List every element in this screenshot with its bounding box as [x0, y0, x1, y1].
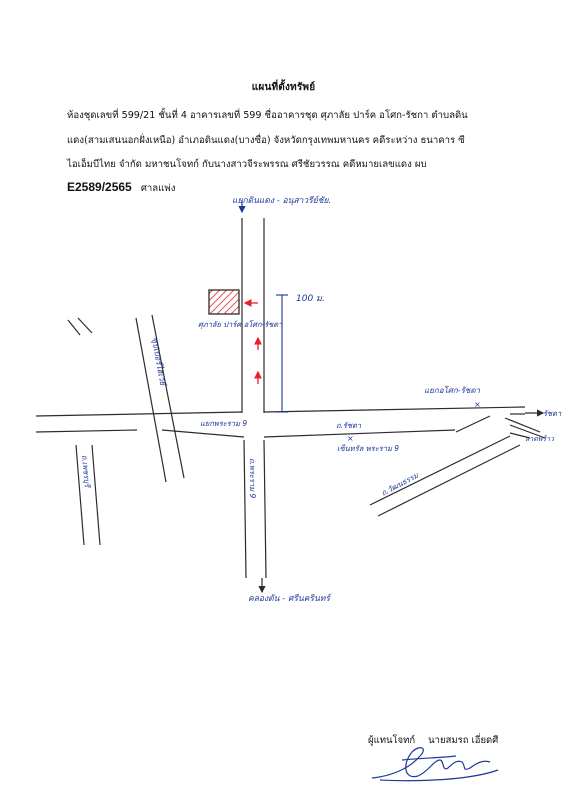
rachada-road-label: ถ.รัชดา — [336, 421, 362, 430]
ramp-edge-1 — [456, 416, 490, 432]
central-landmark-mark: × — [347, 434, 354, 443]
main-road-lower-right-edge — [264, 440, 266, 578]
court-name: ศาลแพ่ง — [140, 183, 176, 194]
to-lat-phrao-label: ลาดพร้าว — [525, 435, 555, 443]
left-stub-a — [68, 320, 80, 335]
central-rama9-label: เซ็นทรัล พระราม 9 — [337, 444, 400, 453]
left-vertical-right-edge — [92, 445, 100, 545]
main-road-h-bottom-left-a — [36, 430, 137, 432]
building-label: ศุภาลัย ปาร์ค อโศก-รัชดา — [198, 320, 283, 329]
main-road-lower-left-edge — [244, 440, 246, 578]
distance-label: 100 ม. — [296, 294, 325, 304]
junction-landmark-mark: × — [474, 400, 481, 409]
roads — [36, 218, 545, 578]
signature-block — [368, 733, 498, 748]
property-marker — [209, 290, 239, 314]
signature-scribble — [372, 748, 498, 781]
diag-right-label: ถ.วัฒนธรรม — [379, 470, 420, 498]
super-highway-label: ซุปเปอร์ไฮเวย์ — [150, 336, 168, 386]
main-road-h-top-right — [264, 407, 525, 412]
top-road-label: แยกดินแดง - อนุสาวรีย์ชัย. — [232, 196, 332, 206]
right-junction-label: แยกอโศก-รัชดา — [424, 386, 481, 395]
signature-label: ผู้แทนโจทก์ — [368, 735, 416, 746]
rama9-junction-label: แยกพระราม 9 — [200, 419, 248, 428]
description-line-2: แดง(สามเสนนอกฝั่งเหนือ) อำเภอดินแดง(บางซื่อ) จังหวัดกรุงเทพมหานคร คดีระหว่าง ธนาคาร ซี — [67, 135, 465, 146]
case-number: E2589/2565 — [67, 180, 132, 194]
rama9-vertical-label: ถ.พระราม 9 — [248, 458, 257, 499]
left-stub-b — [78, 318, 92, 333]
page-title: แผนที่ตั้งทรัพย์ — [251, 82, 316, 93]
description-line-1: ห้องชุดเลขที่ 599/21 ชั้นที่ 4 อาคารเลขที่ 599 ชื่ออาคารชุด ศุภาลัย ปาร์ค อโศก-รัชกา ตำบลดิน — [67, 110, 468, 121]
to-rachada-label: รัชดา — [543, 409, 562, 418]
main-road-h-bottom-right — [264, 430, 455, 437]
signature-name: นายสมรถ เอี่ยดศี — [428, 735, 499, 746]
description-line-3: ไอเอ็มบีไทย จำกัด มหาชนโจทก์ กับนางสาวจีระพรรณ ศรีชัยวรรณ คดีหมายเลขแดง ผบ — [67, 159, 427, 170]
distance-indicator — [276, 295, 288, 412]
main-road-h-top-left — [36, 412, 242, 416]
left-vertical-label: ถ.เพชรบุรี — [80, 454, 92, 488]
bottom-road-label: คลองตัน - ศรีนครินทร์ — [248, 594, 330, 604]
